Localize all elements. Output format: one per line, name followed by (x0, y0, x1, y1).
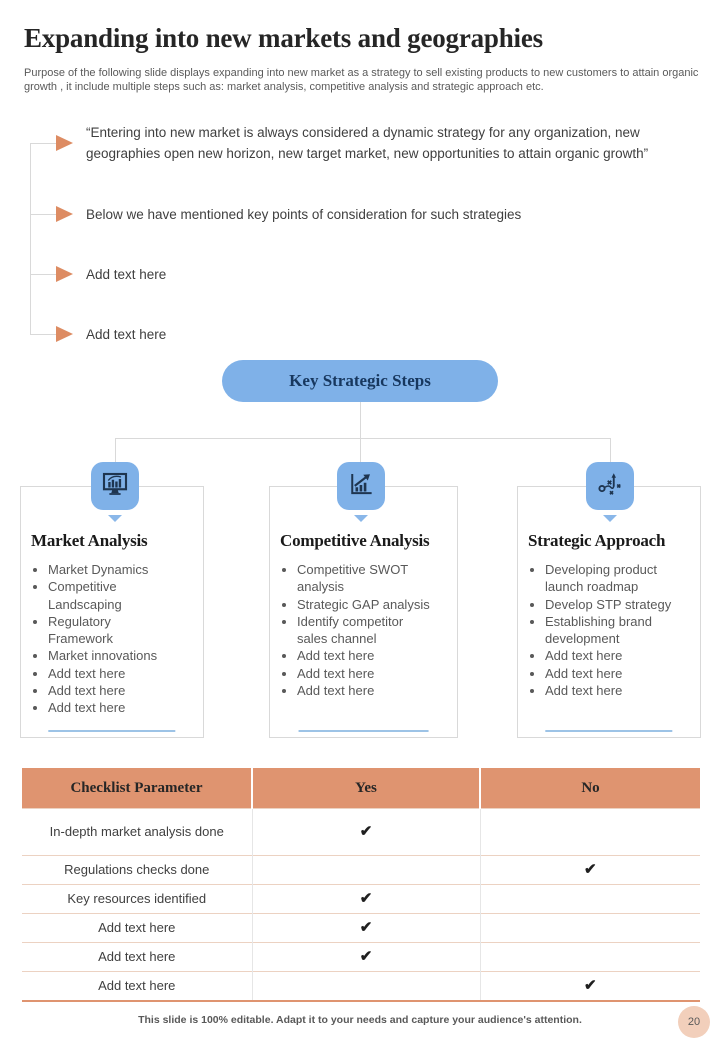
bullet-text: Add text here (86, 326, 167, 342)
yes-check-cell: ✔ (252, 809, 480, 856)
arrow-bullet-icon (56, 326, 73, 342)
no-check-cell (480, 914, 700, 943)
list-item: • Competitive SWOT analysis (297, 561, 432, 596)
list-item: • Competitive Landscaping (48, 578, 178, 613)
parameter-cell: Add text here (22, 972, 252, 1002)
no-check-cell: ✔ (480, 972, 700, 1002)
list-item: • Add text here (545, 665, 675, 682)
no-check-cell: ✔ (480, 856, 700, 885)
chevron-down-icon (108, 515, 122, 522)
card-competitive-analysis (269, 486, 458, 738)
key-strategic-steps-pill: Key Strategic Steps (222, 360, 498, 402)
card-bullet-list (21, 561, 203, 717)
list-item: • Add text here (48, 682, 178, 699)
bullet-item-quote (30, 122, 704, 164)
column-header-parameter: Checklist Parameter (22, 768, 252, 809)
arrow-bullet-icon (56, 135, 73, 151)
table-row (22, 914, 700, 943)
connector-line (360, 438, 361, 462)
card-accent-underline (298, 730, 429, 732)
card-bullet-list (518, 561, 700, 699)
connector-line (30, 214, 56, 215)
card-bullet-list (270, 561, 457, 699)
connector-line (115, 438, 610, 439)
list-item: • Add text here (545, 647, 675, 664)
card-title: Strategic Approach (528, 531, 666, 550)
list-item: • Add text here (297, 647, 432, 664)
checklist-table (22, 768, 700, 1002)
page-number: 20 (687, 1016, 701, 1028)
parameter-cell: In-depth market analysis done (22, 809, 252, 856)
parameter-cell: Add text here (22, 914, 252, 943)
bullet-item (30, 264, 166, 284)
connector-line (360, 402, 361, 438)
connector-line (115, 438, 116, 462)
parameter-cell: Key resources identified (22, 885, 252, 914)
table-row (22, 972, 700, 1002)
yes-check-cell: ✔ (252, 914, 480, 943)
card-accent-underline (48, 730, 175, 732)
page-number-badge (678, 1006, 710, 1038)
connector-line (30, 274, 56, 275)
bullet-spine-line (30, 143, 31, 334)
no-check-cell (480, 809, 700, 856)
card-market-analysis (20, 486, 204, 738)
chevron-down-icon (603, 515, 617, 522)
list-item: • Market Dynamics (48, 561, 178, 578)
list-item: • Add text here (297, 665, 432, 682)
table-header-row (22, 768, 700, 809)
list-item: • Add text here (297, 682, 432, 699)
strategic-approach-icon-box (586, 462, 634, 510)
list-item: • Developing product launch roadmap (545, 561, 675, 596)
list-item: • Add text here (48, 699, 178, 716)
no-check-cell (480, 885, 700, 914)
bullet-item (30, 324, 166, 344)
footer-note: This slide is 100% editable. Adapt it to your needs and capture your audience's attention. (138, 1014, 582, 1026)
connector-line (610, 438, 611, 462)
page-subtitle: Purpose of the following slide displays expanding into new market as a strategy to sell existing products to new customers to attain organic growth , it include multiple steps such as: market analysis, competitive analysis and strategic approach etc. (24, 67, 699, 93)
column-header-no: No (480, 768, 700, 809)
parameter-cell: Add text here (22, 943, 252, 972)
yes-check-cell: ✔ (252, 885, 480, 914)
bullet-item (30, 204, 521, 224)
list-item: • Market innovations (48, 647, 178, 664)
connector-line (30, 143, 56, 144)
yes-check-cell (252, 972, 480, 1002)
column-header-yes: Yes (252, 768, 480, 809)
bullet-text: “Entering into new market is always considered a dynamic strategy for any organization, new geographies open new horizon, new target market, new opportunities to attain organic growth” (86, 125, 649, 161)
yes-check-cell (252, 856, 480, 885)
connector-line (30, 334, 56, 335)
card-strategic-approach (517, 486, 701, 738)
list-item: • Add text here (48, 665, 178, 682)
growth-chart-icon (346, 469, 376, 504)
no-check-cell (480, 943, 700, 972)
table-row (22, 856, 700, 885)
parameter-cell: Regulations checks done (22, 856, 252, 885)
list-item: • Establishing brand development (545, 613, 675, 648)
strategy-tactics-icon (595, 469, 625, 504)
monitor-bar-chart-icon (100, 469, 130, 504)
table-row (22, 885, 700, 914)
card-title: Market Analysis (31, 531, 148, 550)
list-item: • Identify competitor sales channel (297, 613, 432, 648)
arrow-bullet-icon (56, 206, 73, 222)
chevron-down-icon (354, 515, 368, 522)
page-title: Expanding into new markets and geographies (24, 23, 543, 53)
card-title: Competitive Analysis (280, 531, 430, 550)
list-item: • Develop STP strategy (545, 596, 675, 613)
table-row (22, 809, 700, 856)
bullet-text: Below we have mentioned key points of consideration for such strategies (86, 206, 522, 222)
card-accent-underline (545, 730, 672, 732)
bullet-text: Add text here (86, 266, 167, 282)
list-item: • Add text here (545, 682, 675, 699)
list-item: • Regulatory Framework (48, 613, 178, 648)
yes-check-cell: ✔ (252, 943, 480, 972)
list-item: • Strategic GAP analysis (297, 596, 432, 613)
market-analysis-icon-box (91, 462, 139, 510)
competitive-analysis-icon-box (337, 462, 385, 510)
arrow-bullet-icon (56, 266, 73, 282)
table-row (22, 943, 700, 972)
